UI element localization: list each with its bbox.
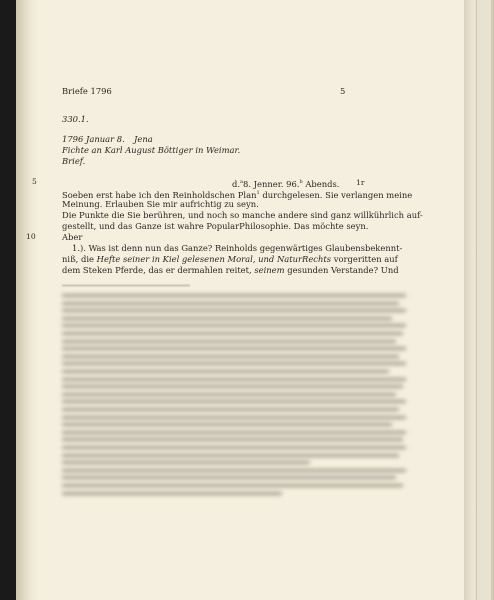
letter-place: Jena	[134, 134, 153, 144]
page-gutter	[16, 0, 38, 600]
footnote-marker-1: 1	[256, 190, 260, 196]
blurred-line	[62, 294, 406, 297]
dateline-footnote-b: b	[299, 179, 303, 185]
dateline-prefix: d.	[232, 178, 241, 189]
blurred-line	[62, 469, 406, 472]
blurred-line	[62, 492, 282, 495]
blurred-line	[62, 484, 403, 487]
margin-line-10: 10	[26, 232, 36, 241]
body-line-4: gestellt, und das Ganze ist wahre PopularPhilosophie. Das möchte seyn.	[62, 221, 369, 231]
blurred-line	[62, 446, 406, 449]
body-line-6: 1.). Was ist denn nun das Ganze? Reinholds gegenwärtiges Glaubensbekennt-	[72, 243, 403, 253]
blurred-line	[62, 416, 406, 419]
body-line-1-text-b: durchgelesen. Sie verlangen meine	[262, 189, 413, 200]
blurred-line	[62, 332, 403, 335]
blurred-line	[62, 362, 406, 365]
body-line-7-a: niß, die	[62, 254, 97, 264]
blurred-line	[62, 355, 399, 358]
body-line-8-italic: seinem	[254, 265, 285, 275]
blurred-line	[62, 438, 403, 441]
letter-type: Brief.	[62, 156, 86, 166]
running-title: Briefe 1796	[62, 86, 112, 96]
blurred-line	[62, 461, 310, 464]
blurred-line	[62, 324, 406, 327]
blurred-line	[62, 408, 399, 411]
blurred-notes	[62, 294, 406, 502]
body-line-8-b: gesunden Verstande? Und	[284, 265, 399, 275]
blurred-line	[62, 347, 406, 350]
dateline-footnote-a: a	[240, 179, 244, 185]
dateline-time: Abends.	[305, 178, 340, 189]
blurred-line	[62, 400, 406, 403]
body-line-2: Meinung. Erlauben Sie mir aufrichtig zu seyn.	[62, 199, 259, 209]
letter-date: 1796 Januar 8.	[62, 134, 125, 144]
page-number: 5	[340, 86, 346, 96]
blurred-line	[62, 378, 406, 381]
body-line-3: Die Punkte die Sie berühren, und noch so manche andere sind ganz willkührlich auf-	[62, 210, 423, 220]
blurred-line	[62, 340, 396, 343]
dateline-date: 8. Jenner. 96.	[243, 178, 300, 189]
blurred-line	[62, 385, 403, 388]
letter-number: 330.1.	[62, 114, 89, 124]
blurred-line	[62, 393, 396, 396]
notes-divider	[62, 285, 190, 286]
blurred-line	[62, 476, 396, 479]
page-edge-strip	[476, 0, 491, 600]
blurred-line	[62, 317, 392, 320]
blurred-line	[62, 370, 389, 373]
body-line-1-text: Soeben erst habe ich den Reinholdschen Plan	[62, 189, 257, 200]
blurred-line	[62, 309, 406, 312]
body-line-8	[62, 265, 399, 275]
blurred-line	[62, 423, 392, 426]
margin-line-5: 5	[32, 177, 37, 186]
folio-marker: 1r	[356, 178, 365, 187]
blurred-line	[62, 431, 406, 434]
blurred-line	[62, 454, 399, 457]
body-line-7	[62, 254, 398, 264]
body-line-8-a: dem Steken Pferde, das er dermahlen reitet,	[62, 265, 255, 275]
letter-recipient: Fichte an Karl August Böttiger in Weimar.	[62, 145, 241, 155]
body-line-7-b: vorgeritten auf	[331, 254, 398, 264]
body-line-5: Aber	[62, 232, 83, 242]
body-line-7-italic: Hefte seiner in Kiel gelesenen Moral, und NaturRechts	[96, 254, 332, 264]
blurred-line	[62, 302, 399, 305]
